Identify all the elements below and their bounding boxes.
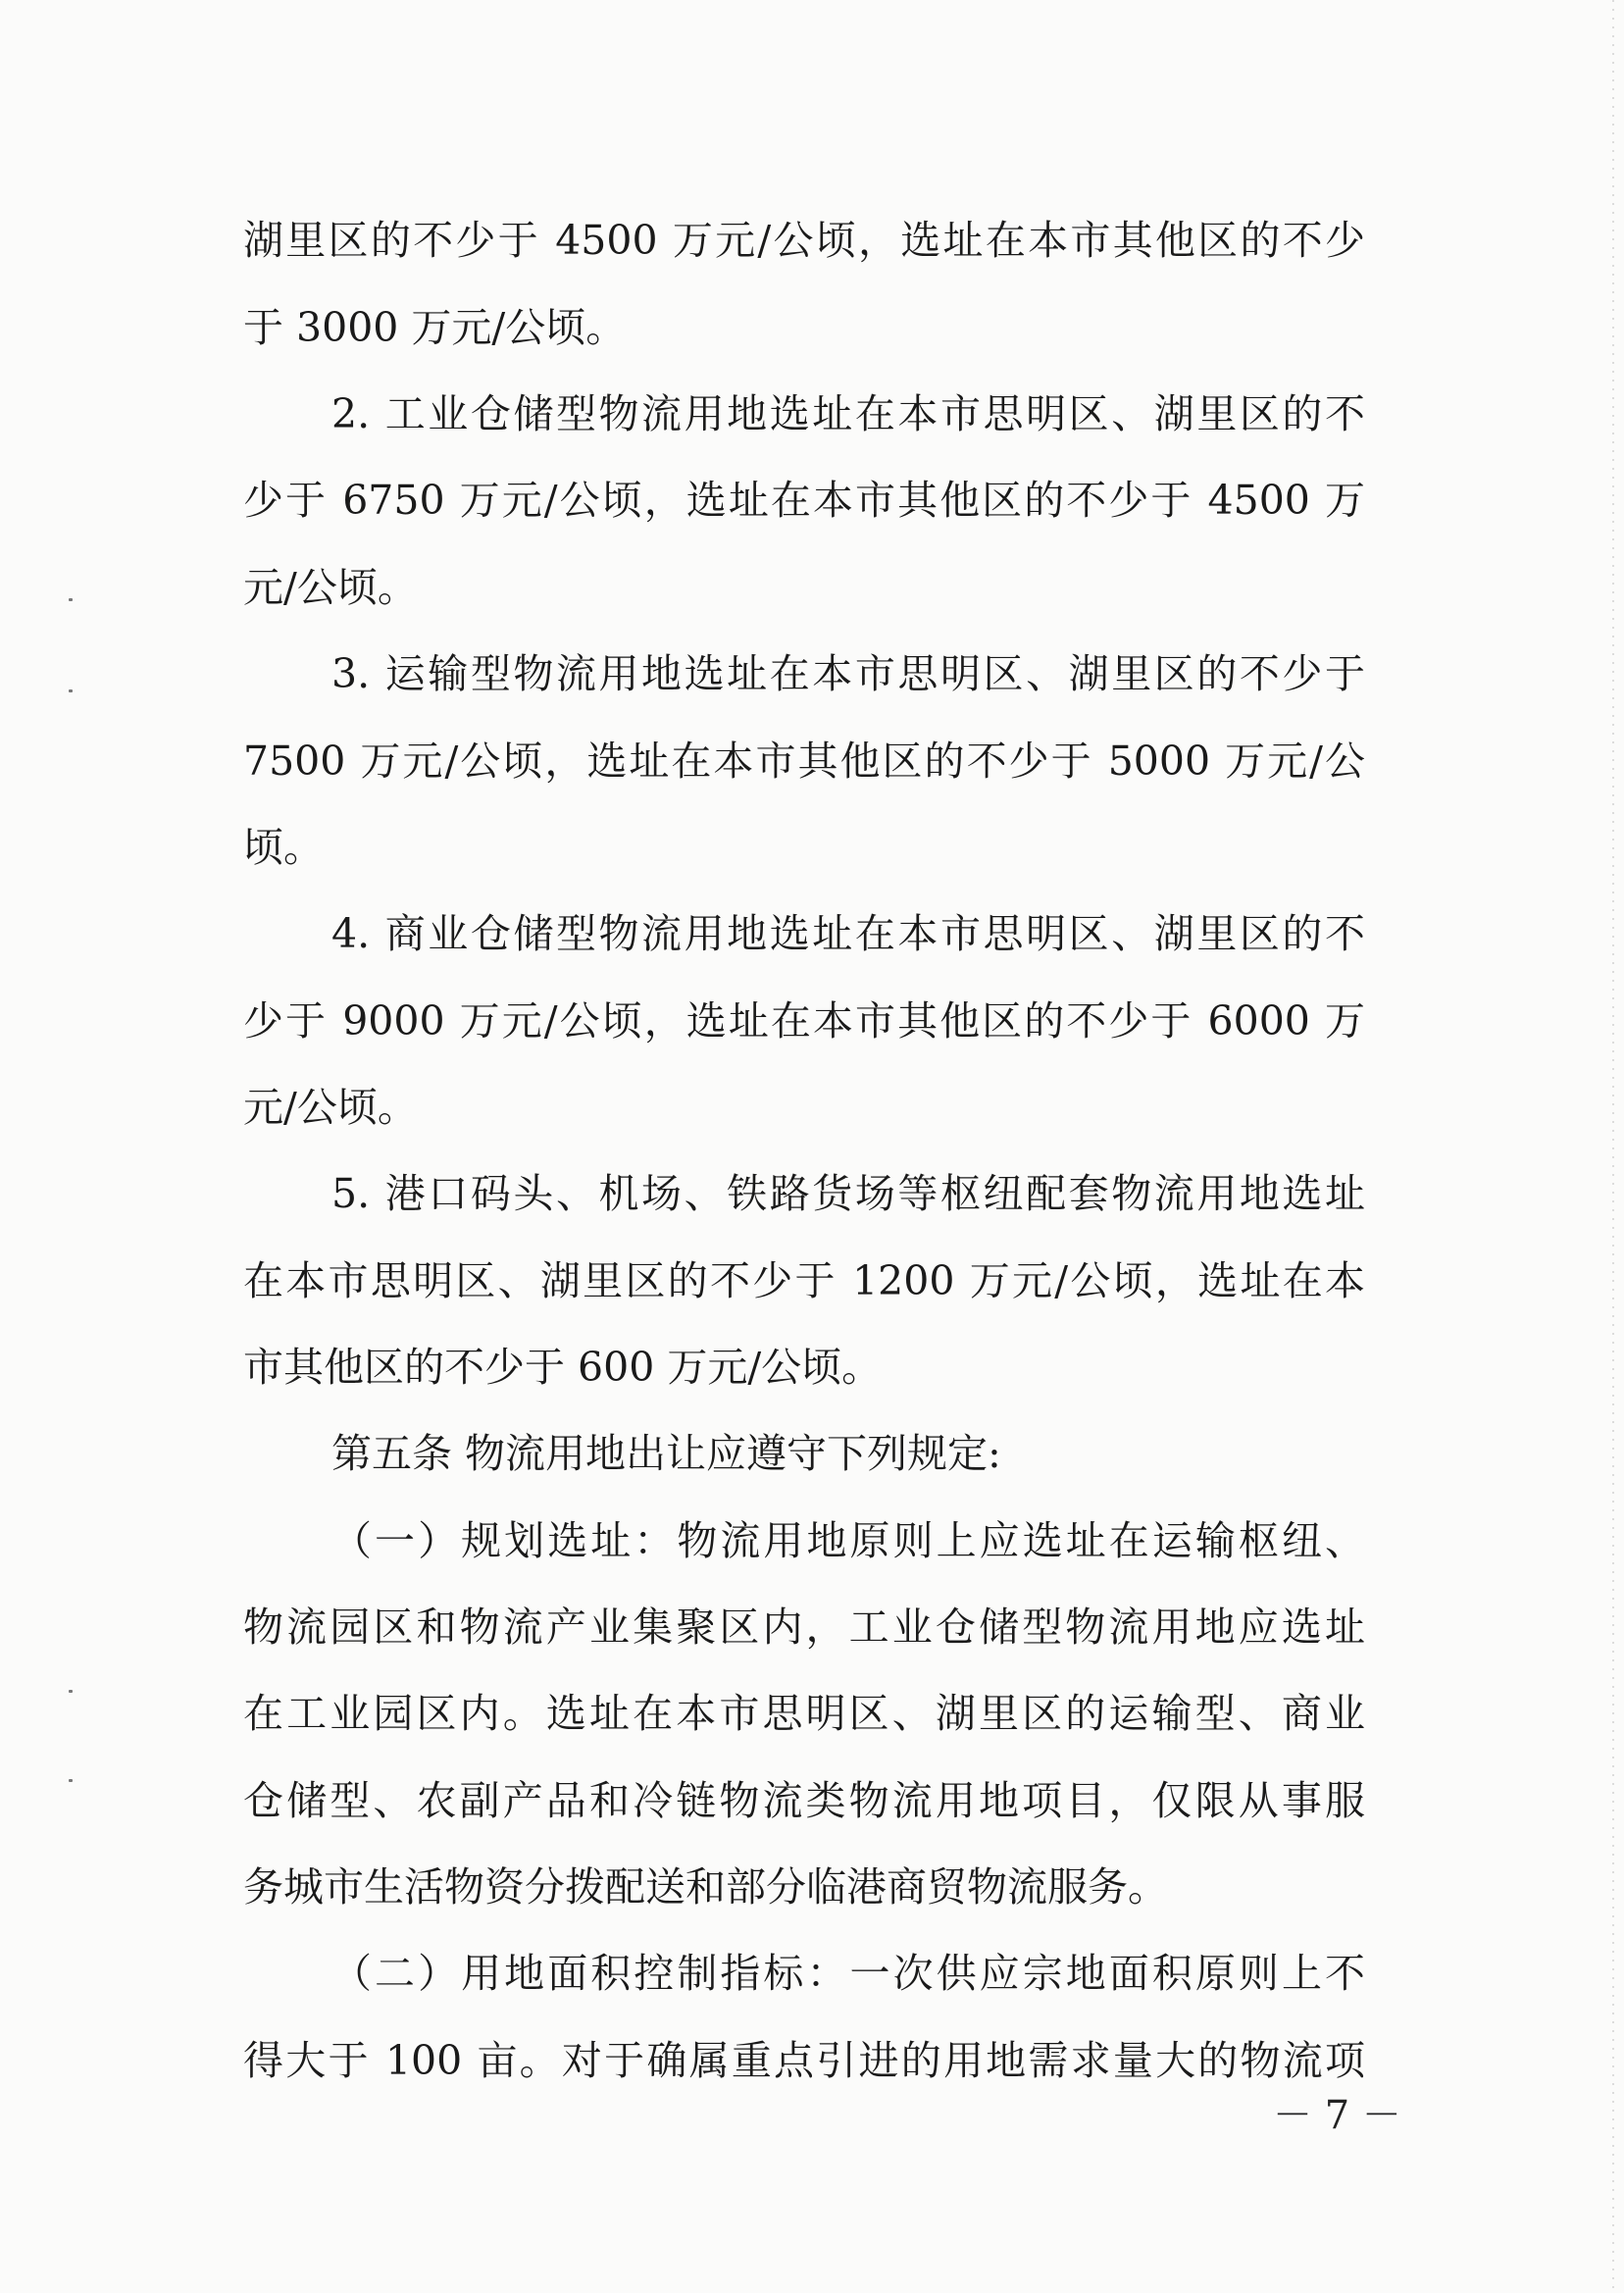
text-line-13: 在本市思明区、湖里区的不少于 1200 万元/公顷，选址在本: [243, 1257, 1365, 1304]
scan-edge: [1612, 0, 1614, 2293]
text-line-10: 少于 9000 万元/公顷，选址在本市其他区的不少于 6000 万: [243, 997, 1365, 1045]
text-line-12: 5. 港口码头、机场、铁路货场等枢纽配套物流用地选址: [331, 1170, 1365, 1217]
scan-speck: [69, 1779, 73, 1782]
text-line-4: 少于 6750 万元/公顷，选址在本市其他区的不少于 4500 万: [243, 477, 1365, 524]
text-line-17: 物流园区和物流产业集聚区内，工业仓储型物流用地应选址: [243, 1604, 1365, 1651]
scan-speck: [69, 1690, 73, 1693]
text-line-18: 在工业园区内。选址在本市思明区、湖里区的运输型、商业: [243, 1690, 1365, 1737]
text-line-8: 顷。: [243, 824, 324, 871]
text-line-11: 元/公顷。: [243, 1084, 418, 1131]
text-line-7: 7500 万元/公顷，选址在本市其他区的不少于 5000 万元/公: [243, 738, 1365, 785]
text-line-5: 元/公顷。: [243, 564, 418, 611]
text-line-2: 于 3000 万元/公顷。: [243, 304, 627, 351]
scan-speck: [69, 598, 73, 601]
text-line-20: 务城市生活物资分拨配送和部分临港商贸物流服务。: [243, 1863, 1168, 1911]
text-line-21: （二）用地面积控制指标：一次供应宗地面积原则上不: [331, 1950, 1365, 1997]
text-line-1: 湖里区的不少于 4500 万元/公顷，选址在本市其他区的不少: [243, 217, 1365, 264]
article-heading: 第五条 物流用地出让应遵守下列规定:: [331, 1430, 1001, 1477]
text-line-6: 3. 运输型物流用地选址在本市思明区、湖里区的不少于: [331, 650, 1365, 697]
text-line-19: 仓储型、农副产品和冷链物流类物流用地项目，仅限从事服: [243, 1777, 1365, 1824]
text-line-16: （一）规划选址：物流用地原则上应选址在运输枢纽、: [331, 1517, 1365, 1564]
text-line-14: 市其他区的不少于 600 万元/公顷。: [243, 1344, 883, 1391]
text-line-9: 4. 商业仓储型物流用地选址在本市思明区、湖里区的不: [331, 910, 1365, 957]
scan-speck: [69, 689, 73, 692]
text-line-22: 得大于 100 亩。对于确属重点引进的用地需求量大的物流项: [243, 2037, 1365, 2084]
text-line-3: 2. 工业仓储型物流用地选址在本市思明区、湖里区的不: [331, 390, 1365, 437]
page-number: － 7 －: [1273, 2093, 1401, 2138]
